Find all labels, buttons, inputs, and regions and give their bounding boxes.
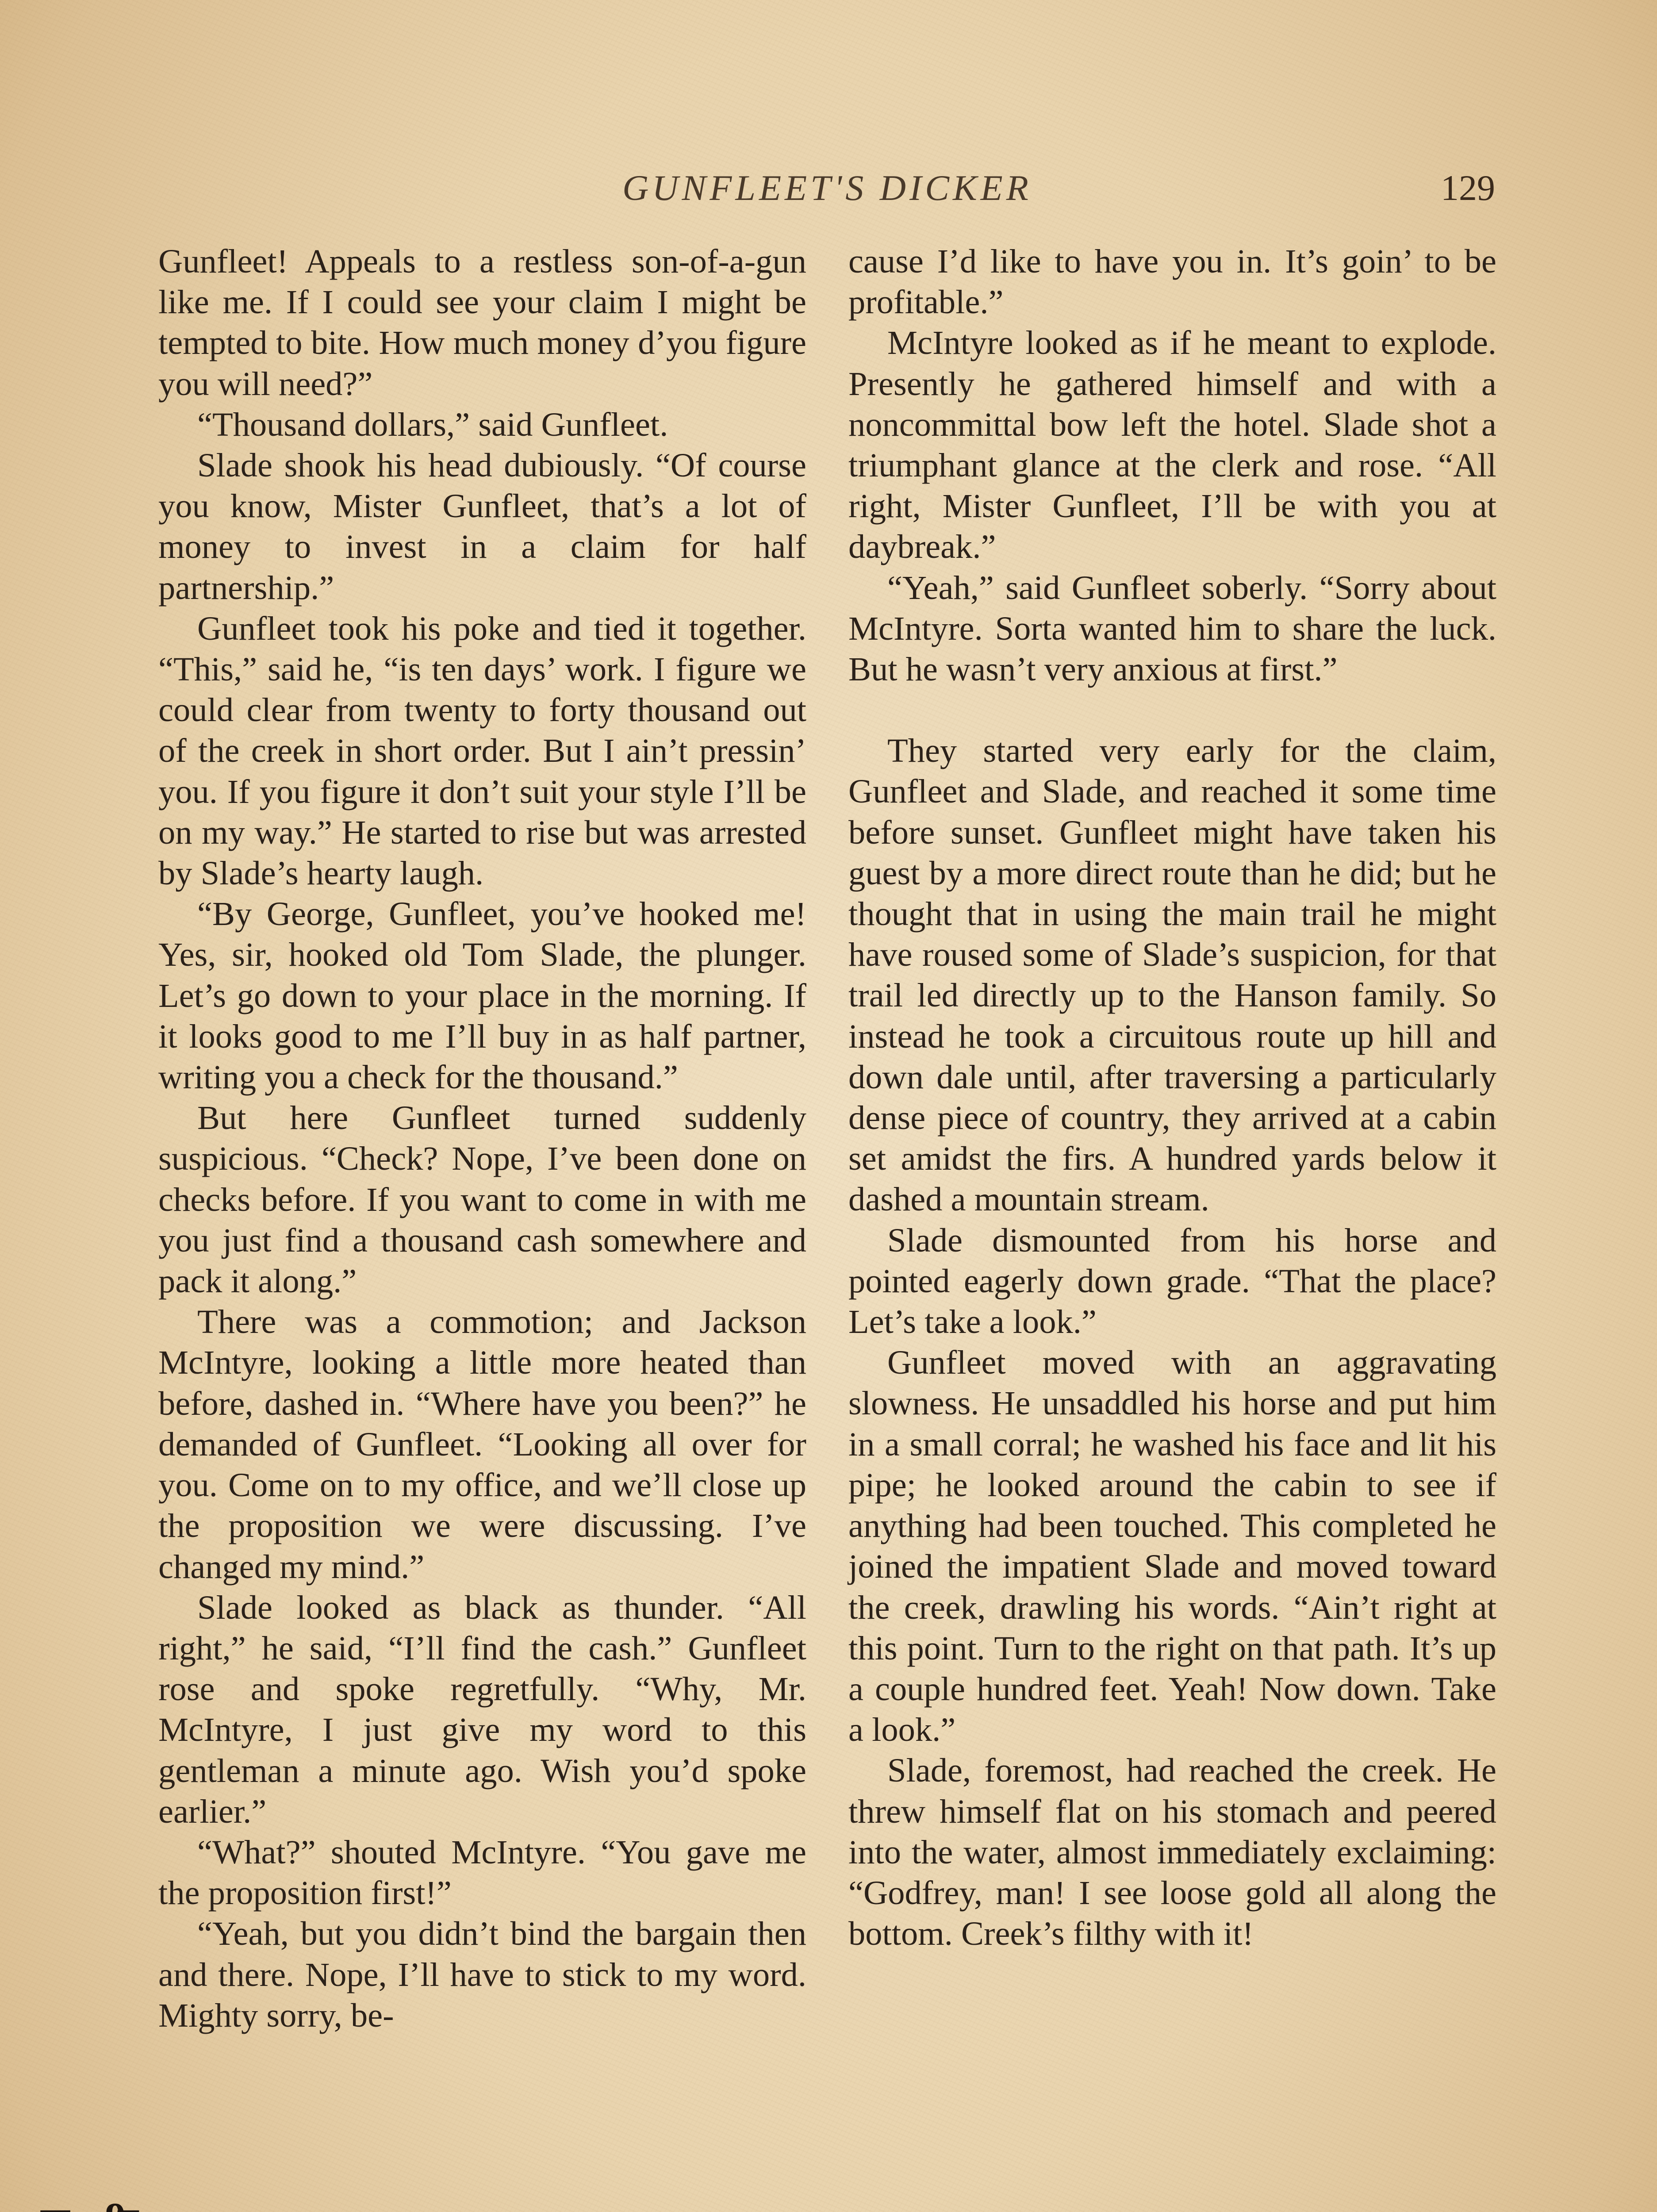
paragraph: But here Gunfleet turned suddenly suspicious. “Check? Nope, I’ve been done on checks before. If you want to come in with me you just find a thousand cash somewhere and pack it along.”: [158, 1098, 806, 1302]
paragraph: There was a commotion; and Jackson McIntyre, looking a little more heated than before, dashed in. “Where have you been?” he demanded of Gunfleet. “Looking all over for you. Come on to my office, and we’ll close up the proposition we were discussing. I’ve changed my mind.”: [158, 1302, 806, 1587]
paragraph: “Yeah,” said Gunfleet soberly. “Sorry about McIntyre. Sorta wanted him to share the luck. But he wasn’t very anxious at first.”: [848, 568, 1496, 690]
paragraph: McIntyre looked as if he meant to explode. Presently he gathered himself and with a noncommittal bow left the hotel. Slade shot a triumphant glance at the clerk and rose. “All right, Mister Gunfleet, I’ll be with you at daybreak.”: [848, 323, 1496, 567]
paragraph: Slade dismounted from his horse and pointed eagerly down grade. “That the place? Let’s take a look.”: [848, 1220, 1496, 1343]
paragraph: They started very early for the claim, Gunfleet and Slade, and reached it some time before sunset. Gunfleet might have taken his guest by a more direct route than he did; but he thought that in using the main trail he might have roused some of Slade’s suspicion, for that trail led directly up to the Hanson family. So instead he took a circuitous route up hill and down dale until, after traversing a particularly dense piece of country, they arrived at a cabin set amidst the firs. A hundred yards below it dashed a mountain stream.: [848, 730, 1496, 1220]
running-title: GUNFLEET'S DICKER: [159, 167, 1495, 209]
paragraph: Slade shook his head dubiously. “Of course you know, Mister Gunfleet, that’s a lot of money to invest in a claim for half partnership.”: [158, 445, 806, 608]
page-number: 129: [1441, 167, 1495, 209]
paragraph: “What?” shouted McIntyre. “You gave me the proposition first!”: [158, 1832, 806, 1913]
paragraph: Slade looked as black as thunder. “All right,” he said, “I’ll find the cash.” Gunfleet rose and spoke regretfully. “Why, Mr. McIntyre, I just give my word to this gentleman a minute ago. Wish you’d spoke earlier.”: [158, 1587, 806, 1832]
paragraph: “By George, Gunfleet, you’ve hooked me! Yes, sir, hooked old Tom Slade, the plunger. Let’s go down to your place in the morning. If it looks good to me I’ll buy in as half partner, writing you a check for the thousand.”: [158, 894, 806, 1098]
paragraph: Gunfleet moved with an aggravating slowness. He unsaddled his horse and put him in a small corral; he washed his face and lit his pipe; he looked around the cabin to see if anything had been touched. This completed he joined the impatient Slade and moved toward the creek, drawling his words. “Ain’t right at this point. Turn to the right on that path. It’s up a couple hundred feet. Yeah! Now down. Take a look.”: [848, 1342, 1496, 1750]
paragraph: “Yeah, but you didn’t bind the bargain then and there. Nope, I’ll have to stick to my word. Mighty sorry, be-: [158, 1913, 806, 2036]
paragraph: cause I’d like to have you in. It’s goin’ to be profitable.”: [848, 241, 1496, 323]
paragraph: Slade, foremost, had reached the creek. He threw himself flat on his stomach and peered into the water, almost immediately exclaiming: “Godfrey, man! I see loose gold all along the bottom. Creek’s filthy with it!: [848, 1750, 1496, 1954]
paragraph: Gunfleet! Appeals to a restless son-of-a-gun like me. If I could see your claim I might be tempted to bite. How much money d’you figure you will need?”: [158, 241, 806, 404]
paragraph: Gunfleet took his poke and tied it together. “This,” said he, “is ten days’ work. I figure we could clear from twenty to forty thousand out of the creek in short order. But I ain’t pressin’ you. If you figure it don’t suit your style I’ll be on my way.” He started to rise but was arrested by Slade’s hearty laugh.: [158, 608, 806, 894]
paragraph: “Thousand dollars,” said Gunfleet.: [158, 404, 806, 445]
